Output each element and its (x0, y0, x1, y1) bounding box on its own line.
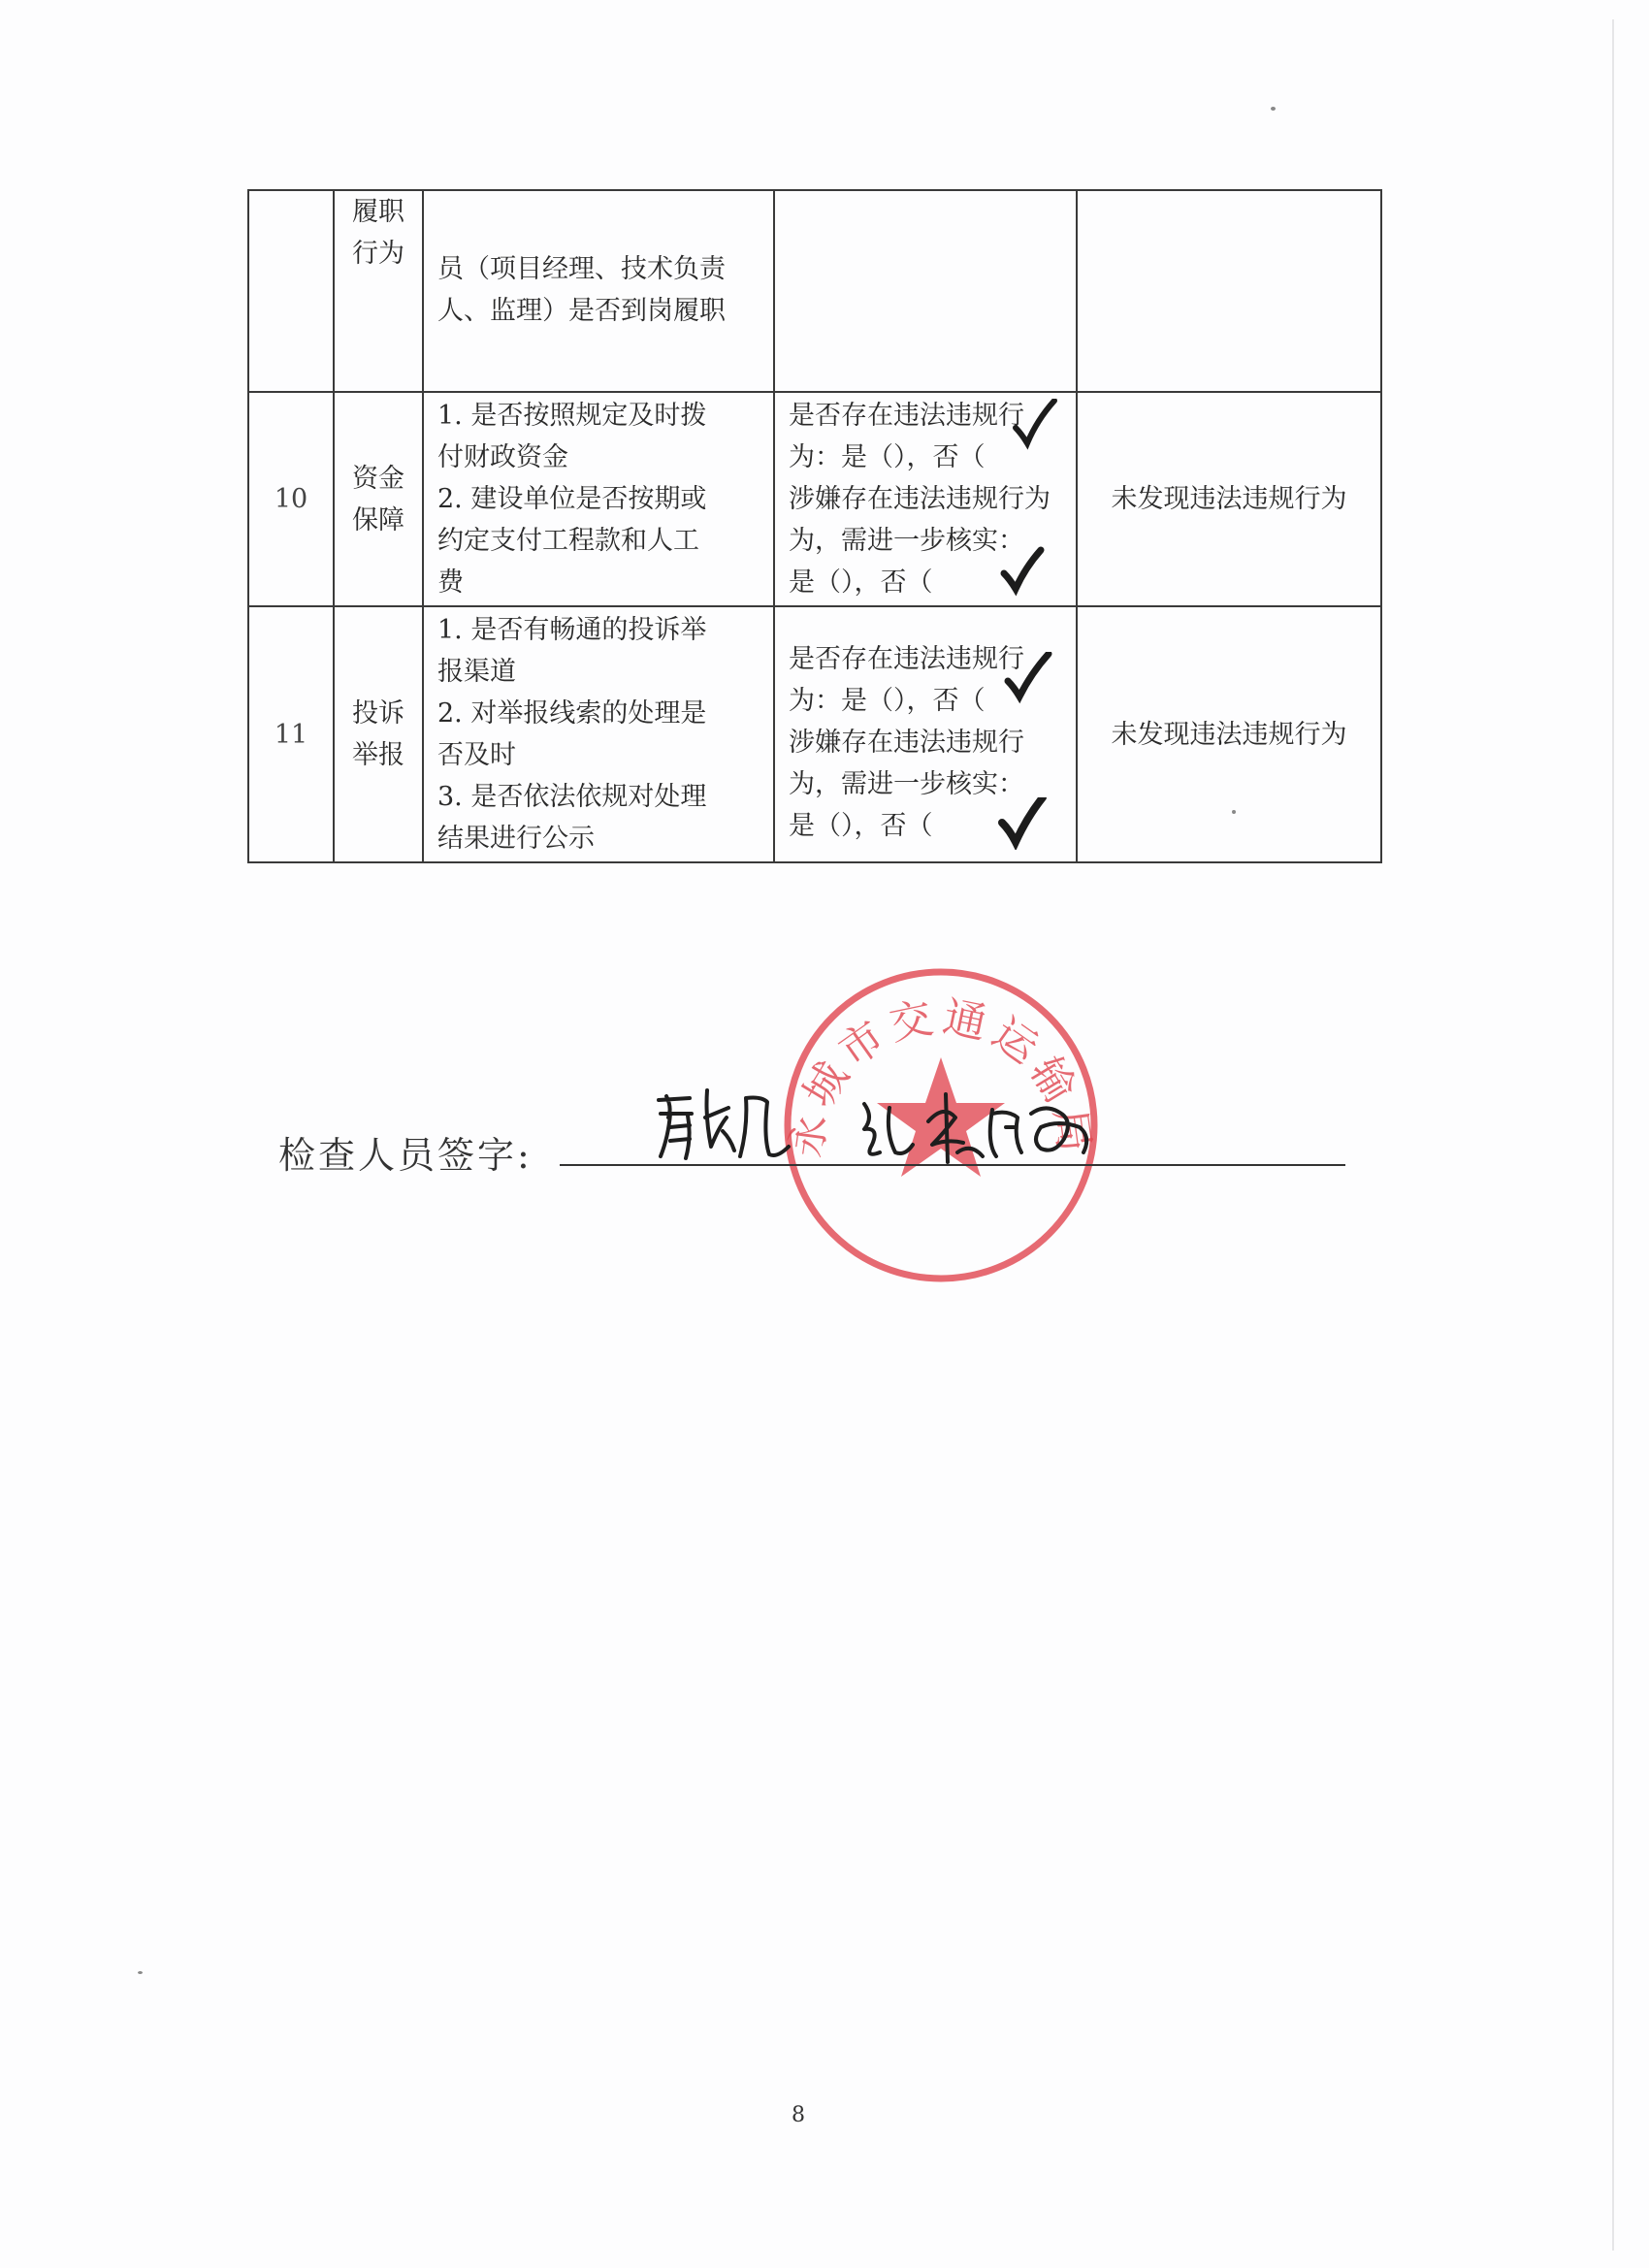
content-line: 1. 是否按照规定及时拨 (437, 401, 707, 431)
result-line: 涉嫌存在违法违规行 (789, 727, 1024, 758)
check-result (774, 190, 1077, 392)
finding: 未发现违法违规行为 (1077, 606, 1381, 862)
content-line: 约定支付工程款和人工 (437, 526, 699, 556)
row-number: 11 (248, 606, 334, 862)
result-line: 涉嫌存在违法违规行为 (789, 484, 1051, 514)
scan-speck (1232, 810, 1236, 814)
content-line: 1. 是否有畅通的投诉举 (437, 615, 707, 645)
table-row (248, 606, 1381, 862)
finding: 未发现违法违规行为 (1077, 392, 1381, 606)
checkmark-icon (996, 797, 1049, 850)
check-item (334, 190, 423, 392)
scan-speck (1271, 107, 1276, 111)
scan-edge (1612, 19, 1614, 2251)
result-line: 为，需进一步核实： (789, 526, 1024, 556)
check-result (774, 606, 1077, 862)
content-line: 否及时 (437, 740, 516, 770)
table-row (248, 392, 1381, 606)
result-line: 是否存在违法违规行 (789, 643, 1024, 674)
page-number: 8 (792, 2103, 805, 2127)
signature-label: 检查人员签字: (278, 1134, 533, 1177)
row-number: 10 (248, 392, 334, 606)
table-row (248, 190, 1381, 392)
item-line: 举报 (352, 740, 404, 770)
content-line: 结果进行公示 (437, 824, 595, 854)
content-line: 人、监理）是否到岗履职 (437, 296, 726, 326)
result-line: 为，需进一步核实： (789, 768, 1024, 799)
content-line: 3. 是否依法依规对处理 (437, 782, 707, 812)
seal-text: 永城市交通运输局 (782, 991, 1100, 1161)
content-line: 2. 对举报线索的处理是 (437, 698, 707, 729)
inspection-table (247, 189, 1382, 863)
check-item (334, 392, 423, 606)
result-line: 为：是（），否（ (789, 442, 986, 472)
check-content (423, 190, 774, 392)
scan-speck (138, 1971, 143, 1974)
check-content (423, 606, 774, 862)
content-line: 报渠道 (437, 657, 516, 687)
result-line: 是否存在违法违规行 (789, 401, 1024, 431)
check-item (334, 606, 423, 862)
item-line: 投诉 (352, 698, 404, 729)
item-line: 履职 (352, 197, 404, 227)
checkmark-icon (996, 546, 1049, 599)
result-line: 是（），否（ (789, 567, 933, 598)
check-content (423, 392, 774, 606)
signature-row (278, 1125, 1355, 1203)
handwritten-signature-1 (647, 1079, 802, 1166)
content-line: 2. 建设单位是否按期或 (437, 484, 707, 514)
content-line: 费 (437, 567, 464, 598)
result-line: 为：是（），否（ (789, 685, 986, 716)
item-line: 行为 (352, 239, 404, 269)
item-line: 保障 (352, 504, 404, 535)
finding (1077, 190, 1381, 392)
result-line: 是（），否（ (789, 810, 933, 841)
item-line: 资金 (352, 463, 404, 494)
content-line: 付财政资金 (437, 442, 568, 472)
row-number (248, 190, 334, 392)
handwritten-signature-2 (851, 1085, 1103, 1172)
checkmark-icon (1008, 399, 1060, 451)
checkmark-icon (1002, 652, 1054, 704)
content-line: 员（项目经理、技术负责 (437, 254, 726, 284)
check-result (774, 392, 1077, 606)
